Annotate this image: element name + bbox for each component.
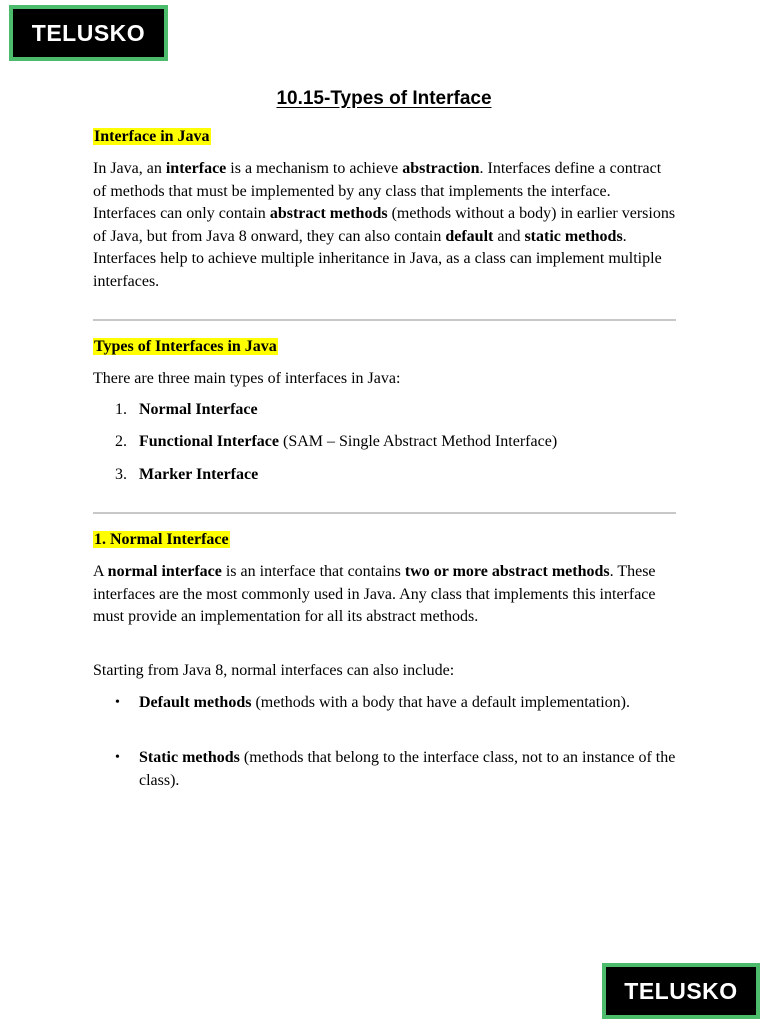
bullet-item-static-methods: • Static methods (methods that belong to the interface class, not to an instance of the class).	[115, 749, 676, 789]
divider	[93, 512, 676, 514]
section-heading-interface-in-java: Interface in Java	[94, 128, 210, 145]
divider	[93, 319, 676, 321]
bullet-icon: •	[115, 750, 120, 765]
page-title: 10.15-Types of Interface	[276, 88, 492, 109]
telusko-logo: TELUSKO	[9, 5, 168, 61]
telusko-logo: TELUSKO	[602, 963, 760, 1019]
section-heading-normal-interface: 1. Normal Interface	[94, 531, 229, 548]
types-intro-text: There are three main types of interfaces in Java:	[93, 370, 401, 387]
bullet-item-default-methods: • Default methods (methods with a body that have a default implementation).	[93, 692, 676, 715]
java8-intro-text: Starting from Java 8, normal interfaces can also include:	[93, 662, 455, 679]
bullet-icon: •	[115, 695, 120, 710]
interface-definition-paragraph: In Java, an interface is a mechanism to achieve abstraction. Interfaces define a contract of methods that must be implemented by any class that implements the interface. Interfaces can only contain abstract methods (methods without a body) in earlier versions of Java, but from Java 8 onward, they can also contain default and static methods. Interfaces help to achieve multiple inheritance in Java, as a class can implement multiple interfaces.	[93, 160, 676, 290]
section-heading-types-of-interfaces: Types of Interfaces in Java	[94, 338, 277, 355]
normal-interface-paragraph: A normal interface is an interface that contains two or more abstract methods. These interfaces are the most commonly used in Java. Any class that implements this interface must provide an implementation for all its abstract methods.	[93, 563, 656, 626]
